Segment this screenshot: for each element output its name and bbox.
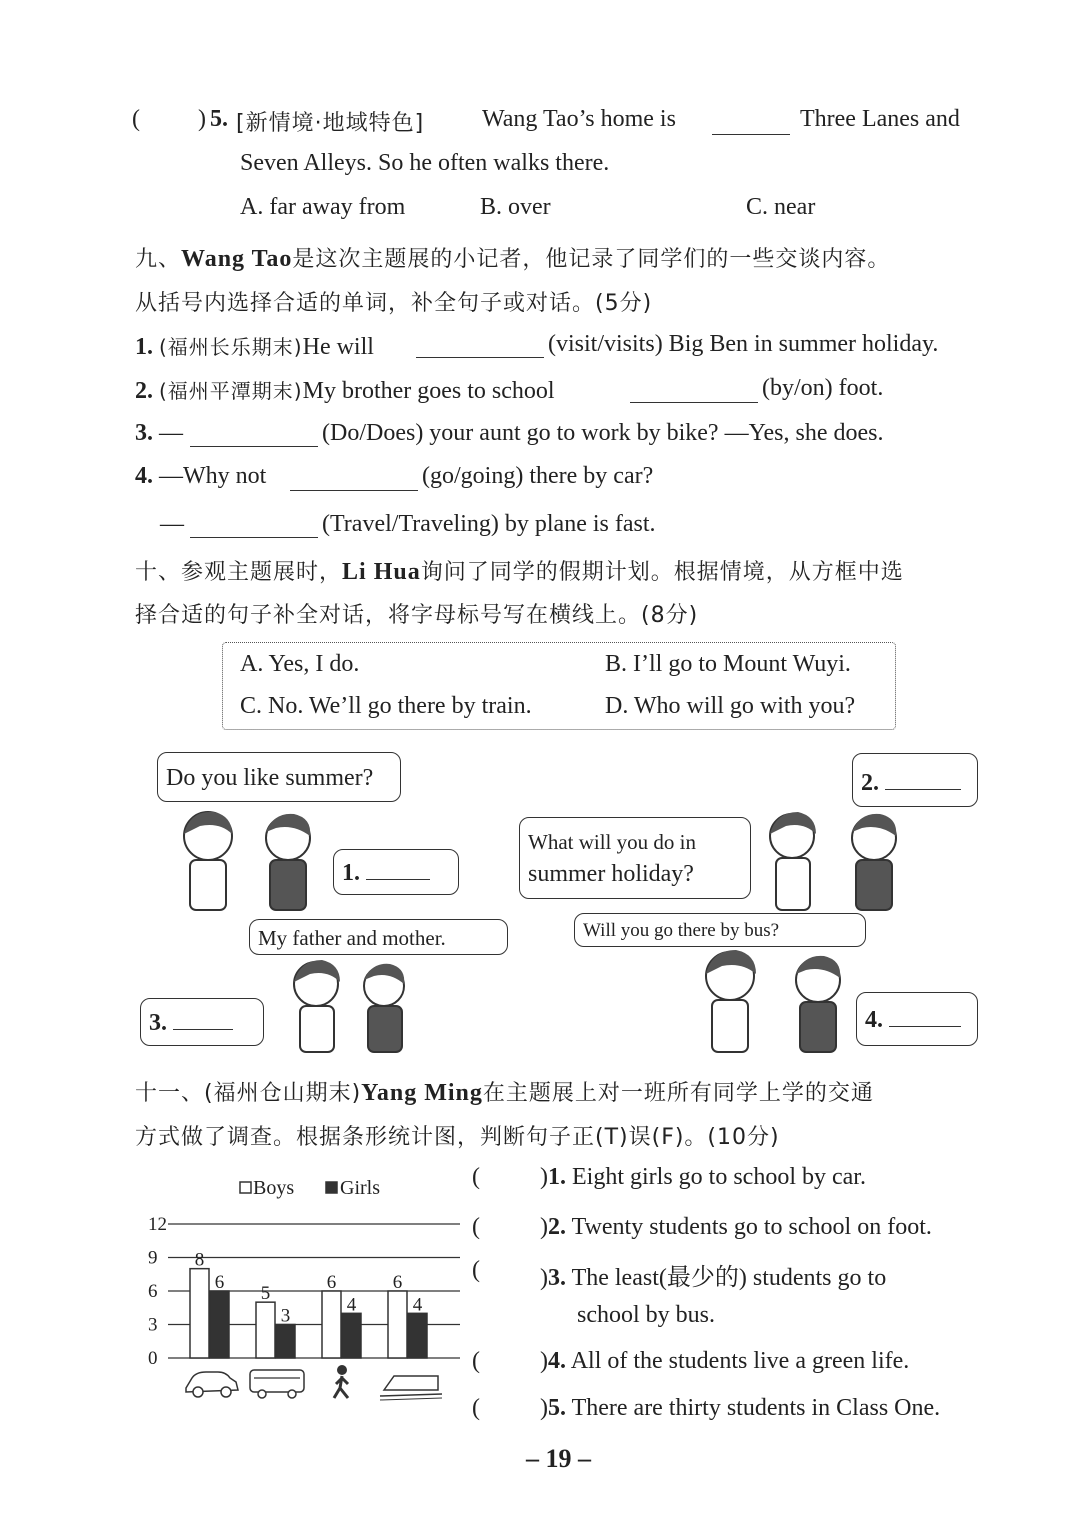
section-instruction: 择合适的句子补全对话，将字母标号写在横线上。(8分) bbox=[135, 603, 699, 628]
answer-bubble-2[interactable] bbox=[852, 753, 978, 807]
answer-paren-open: ( bbox=[132, 106, 140, 132]
fill-item-4 bbox=[135, 463, 266, 490]
answer-paren-open: ( bbox=[472, 1348, 480, 1374]
answer-label: 1. bbox=[342, 860, 360, 886]
item-text: — bbox=[159, 420, 183, 446]
answer-bubble-1[interactable] bbox=[333, 849, 459, 895]
answer-label: 2. bbox=[861, 770, 879, 796]
bar-boys-bus bbox=[256, 1302, 275, 1358]
statement-text: Eight girls go to school by car. bbox=[572, 1164, 866, 1190]
bar-girls-bus bbox=[276, 1325, 295, 1359]
question-text: Three Lanes and bbox=[800, 106, 960, 132]
answer-bubble-3[interactable] bbox=[140, 998, 264, 1046]
item-choice: (Do/Does) your aunt go to work by bike? —Yes, she does. bbox=[322, 420, 884, 446]
answer-label: 3. bbox=[149, 1010, 167, 1036]
answer-blank[interactable] bbox=[173, 1011, 233, 1030]
fill-item-3 bbox=[135, 420, 183, 447]
item-number: 2. bbox=[135, 378, 153, 404]
statement-number: 5. bbox=[548, 1395, 566, 1421]
bus-icon bbox=[250, 1370, 304, 1398]
question-number: 5. bbox=[210, 106, 228, 132]
option-b: B. over bbox=[480, 194, 551, 220]
answer-paren-open: ( bbox=[472, 1395, 480, 1421]
fill-item-1 bbox=[135, 331, 374, 361]
item-choice: (go/going) there by car? bbox=[422, 463, 654, 489]
data-label: 4 bbox=[346, 1294, 357, 1316]
section-instruction: 方式做了调查。根据条形统计图，判断句子正(T)误(F)。(10分) bbox=[135, 1125, 780, 1150]
legend-label-boys: Boys bbox=[253, 1177, 295, 1199]
section-title bbox=[135, 1076, 874, 1107]
answer-paren-close: ) bbox=[198, 106, 206, 132]
item-number: 4. bbox=[135, 463, 153, 489]
legend-swatch-boys bbox=[240, 1182, 251, 1193]
statement-text: There are thirty students in Class One. bbox=[571, 1395, 941, 1421]
statement-text: Twenty students go to school on foot. bbox=[571, 1214, 932, 1240]
option-a: A. far away from bbox=[240, 194, 406, 220]
option-a: A. Yes, I do. bbox=[240, 651, 360, 677]
section-prefix: 十一、(福州仓山期末) bbox=[135, 1081, 362, 1106]
section-name: Yang Ming bbox=[361, 1080, 483, 1106]
item-text: He will bbox=[302, 334, 374, 360]
legend-label-girls: Girls bbox=[340, 1177, 380, 1199]
transport-icons bbox=[186, 1365, 442, 1400]
statement-4 bbox=[540, 1348, 909, 1375]
question-text: Wang Tao’s home is bbox=[482, 106, 676, 132]
answer-paren-close: ) bbox=[540, 1214, 548, 1240]
statement-number: 4. bbox=[548, 1348, 566, 1374]
item-tag: (福州平潭期末) bbox=[159, 379, 303, 403]
section-name: Wang Tao bbox=[181, 246, 293, 272]
item-number: 1. bbox=[135, 334, 153, 360]
fill-item-2 bbox=[135, 375, 555, 405]
data-label: 3 bbox=[280, 1305, 291, 1327]
item-choice: (by/on) foot. bbox=[762, 375, 884, 401]
option-c: C. No. We’ll go there by train. bbox=[240, 693, 532, 719]
answer-blank[interactable] bbox=[885, 771, 961, 790]
answer-paren-open: ( bbox=[472, 1164, 480, 1190]
train-icon bbox=[380, 1376, 442, 1400]
data-label: 4 bbox=[412, 1294, 423, 1316]
section-title-text: 在主题展上对一班所有同学上学的交通 bbox=[482, 1081, 874, 1106]
bubble-line: summer holiday? bbox=[528, 861, 694, 887]
y-tick-label: 6 bbox=[148, 1281, 158, 1302]
item-number: 3. bbox=[135, 420, 153, 446]
data-label: 6 bbox=[214, 1272, 225, 1293]
option-c: C. near bbox=[746, 194, 816, 220]
answer-bubble-4[interactable] bbox=[856, 992, 978, 1046]
y-tick-label: 9 bbox=[148, 1247, 158, 1269]
answer-label: 4. bbox=[865, 1007, 883, 1033]
legend-swatch-girls bbox=[326, 1182, 337, 1193]
section-name: Li Hua bbox=[342, 559, 421, 585]
bar-boys-walk bbox=[322, 1291, 341, 1358]
answer-blank[interactable] bbox=[889, 1008, 961, 1027]
statement-3 bbox=[540, 1257, 886, 1292]
car-icon bbox=[186, 1372, 238, 1397]
statement-3-continued: school by bus. bbox=[577, 1302, 715, 1328]
speech-bubble: My father and mother. bbox=[249, 919, 508, 955]
answer-paren-close: ) bbox=[540, 1395, 548, 1421]
section-instruction: 从括号内选择合适的单词，补全句子或对话。(5分) bbox=[135, 291, 653, 316]
girl-boy-illustration bbox=[266, 958, 416, 1054]
speech-bubble: Will you go there by bus? bbox=[574, 913, 866, 947]
section-title bbox=[135, 242, 890, 273]
answer-paren-open: ( bbox=[472, 1214, 480, 1240]
item-choice: (Travel/Traveling) by plane is fast. bbox=[322, 511, 656, 537]
y-tick-label: 3 bbox=[148, 1314, 158, 1336]
answer-paren-open: ( bbox=[472, 1257, 480, 1283]
answer-paren-close: ) bbox=[540, 1265, 548, 1291]
option-d: D. Who will go with you? bbox=[605, 693, 856, 719]
answer-paren-close: ) bbox=[540, 1164, 548, 1190]
statement-number: 1. bbox=[548, 1164, 566, 1190]
section-prefix: 十、参观主题展时， bbox=[135, 560, 343, 585]
data-label: 6 bbox=[326, 1272, 337, 1293]
answer-blank[interactable] bbox=[366, 861, 430, 880]
answer-blank[interactable] bbox=[190, 515, 318, 538]
answer-blank[interactable] bbox=[190, 424, 318, 447]
bar-girls-walk bbox=[342, 1313, 361, 1358]
answer-blank[interactable] bbox=[416, 335, 544, 358]
girl-boy-illustration bbox=[760, 808, 910, 918]
question-tag: [新情境·地域特色] bbox=[236, 111, 425, 136]
speech-bubble: Do you like summer? bbox=[157, 752, 401, 802]
statement-text: The least(最少的) students go to bbox=[571, 1265, 887, 1291]
item-tag: (福州长乐期末) bbox=[159, 335, 303, 359]
statement-1 bbox=[540, 1164, 866, 1191]
item-text: —Why not bbox=[159, 463, 267, 489]
item-text: My brother goes to school bbox=[302, 378, 555, 404]
option-b: B. I’ll go to Mount Wuyi. bbox=[605, 651, 851, 677]
page-number: – 19 – bbox=[526, 1444, 591, 1473]
bar-boys-car bbox=[190, 1269, 209, 1358]
data-label: 6 bbox=[392, 1272, 403, 1293]
statement-number: 2. bbox=[548, 1214, 566, 1240]
y-tick-label: 0 bbox=[148, 1348, 158, 1369]
bar-girls-car bbox=[210, 1291, 229, 1358]
bubble-line: What will you do in bbox=[528, 830, 696, 854]
statement-5 bbox=[540, 1395, 940, 1422]
item-choice: (visit/visits) Big Ben in summer holiday. bbox=[548, 331, 939, 357]
data-label: 8 bbox=[194, 1249, 205, 1271]
section-title-text: 是这次主题展的小记者，他记录了同学们的一些交谈内容。 bbox=[292, 247, 891, 272]
item-dash: — bbox=[160, 511, 184, 537]
statement-2 bbox=[540, 1214, 932, 1241]
speech-bubble bbox=[519, 817, 751, 899]
girl-boy-illustration bbox=[690, 948, 860, 1054]
question-text: Seven Alleys. So he often walks there. bbox=[240, 150, 610, 176]
data-label: 5 bbox=[260, 1283, 271, 1305]
bar-girls-train bbox=[408, 1313, 427, 1358]
bar-boys-train bbox=[388, 1291, 407, 1358]
chart-legend bbox=[240, 1177, 380, 1199]
answer-paren-close: ) bbox=[540, 1348, 548, 1374]
girl-boy-illustration bbox=[170, 808, 340, 918]
answer-blank[interactable] bbox=[712, 112, 790, 135]
answer-blank[interactable] bbox=[290, 468, 418, 491]
section-prefix: 九、 bbox=[135, 247, 182, 272]
y-tick-label: 12 bbox=[148, 1214, 167, 1235]
answer-blank[interactable] bbox=[630, 380, 758, 403]
statement-number: 3. bbox=[548, 1265, 566, 1291]
section-title-text: 询问了同学的假期计划。根据情境，从方框中选 bbox=[420, 560, 904, 585]
walking-person-icon bbox=[334, 1365, 348, 1398]
transport-bar-chart bbox=[140, 1160, 470, 1420]
section-title bbox=[135, 555, 904, 586]
statement-text: All of the students live a green life. bbox=[570, 1348, 910, 1374]
